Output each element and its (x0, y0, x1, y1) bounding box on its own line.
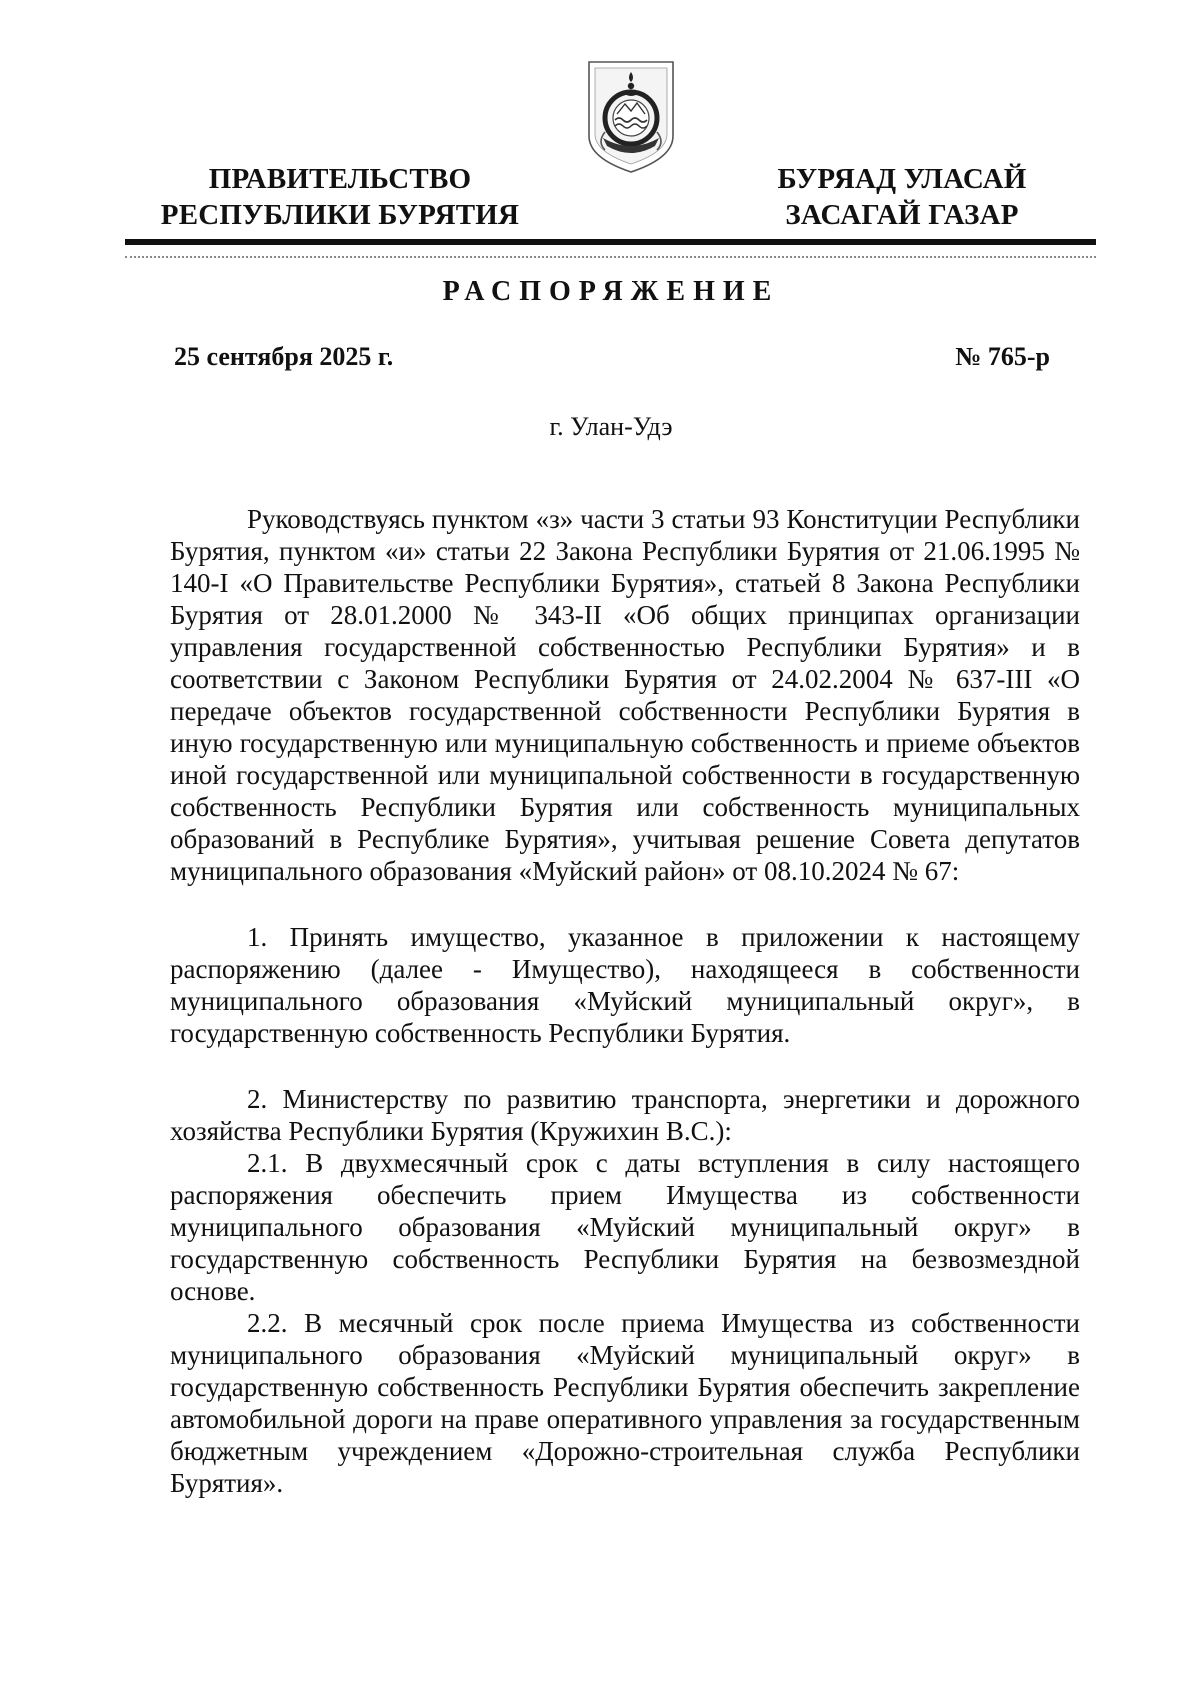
header-divider-thick (125, 239, 1096, 245)
org-name-russian (155, 161, 525, 233)
preamble-paragraph: Руководствуясь пунктом «з» части 3 статьи 93 Конституции Республики Бурятия, пунктом «и» статьи 22 Закона Республики Бурятия от 21.06.1995 № 140-I «О Правительстве Республики Бурятия», статьей 8 Закона Республики Бурятия от 28.01.2000 № 343-II «Об общих принципах организации управления государственной собственностью Республики Бурятия» и в соответствии с Законом Республики Бурятия от 24.02.2004 № 637-III «О передаче объектов государственной собственности Республики Бурятия в иную государственную или муниципальную собственность и приеме объектов иной государственной или муниципальной собственности в государственную собственность Республики Бурятия или собственность муниципальных образований в Республике Бурятия», учитывая решение Совета депутатов муниципального образования «Муйский район» от 08.10.2024 № 67: (170, 504, 1080, 886)
document-city: г. Улан-Удэ (549, 412, 673, 441)
org-name-russian-line1: ПРАВИТЕЛЬСТВО (208, 163, 472, 195)
header-divider-thin (125, 256, 1096, 258)
org-name-buryat-line1: БУРЯАД УЛАСАЙ (777, 163, 1027, 195)
item-1-paragraph: 1. Принять имущество, указанное в приложении к настоящему распоряжению (далее - Имущество), находящееся в собственности муниципального образования «Муйский муниципальный округ», в государственную собственность Республики Бурятия. (170, 922, 1080, 1048)
item-2-paragraph: 2. Министерству по развитию транспорта, энергетики и дорожного хозяйства Республики Бурятия (Кружихин В.С.): (170, 1084, 1080, 1146)
org-name-buryat (752, 161, 1052, 233)
document-date: 25 сентября 2025 г. (174, 342, 394, 371)
org-name-russian-line2: РЕСПУБЛИКИ БУРЯТИЯ (160, 199, 520, 231)
document-type-title: РАСПОРЯЖЕНИЕ (442, 276, 780, 307)
document-number: № 765-р (955, 342, 1050, 371)
org-name-buryat-line2: ЗАСАГАЙ ГАЗАР (785, 199, 1019, 231)
document-body (170, 503, 1080, 1499)
item-2-2-paragraph: 2.2. В месячный срок после приема Имущества из собственности муниципального образования «Муйский муниципальный округ» в государственную собственность Республики Бурятия обеспечить закрепление автомобильной дороги на праве оперативного управления за государственным бюджетным учреждением «Дорожно-строительная служба Республики Бурятия». (170, 1308, 1080, 1498)
item-2-1-paragraph: 2.1. В двухмесячный срок с даты вступления в силу настоящего распоряжения обеспечить прием Имущества из собственности муниципального образования «Муйский муниципальный округ» в государственную собственность Республики Бурятия на безвозмездной основе. (170, 1148, 1080, 1306)
coat-of-arms-icon (583, 58, 679, 176)
